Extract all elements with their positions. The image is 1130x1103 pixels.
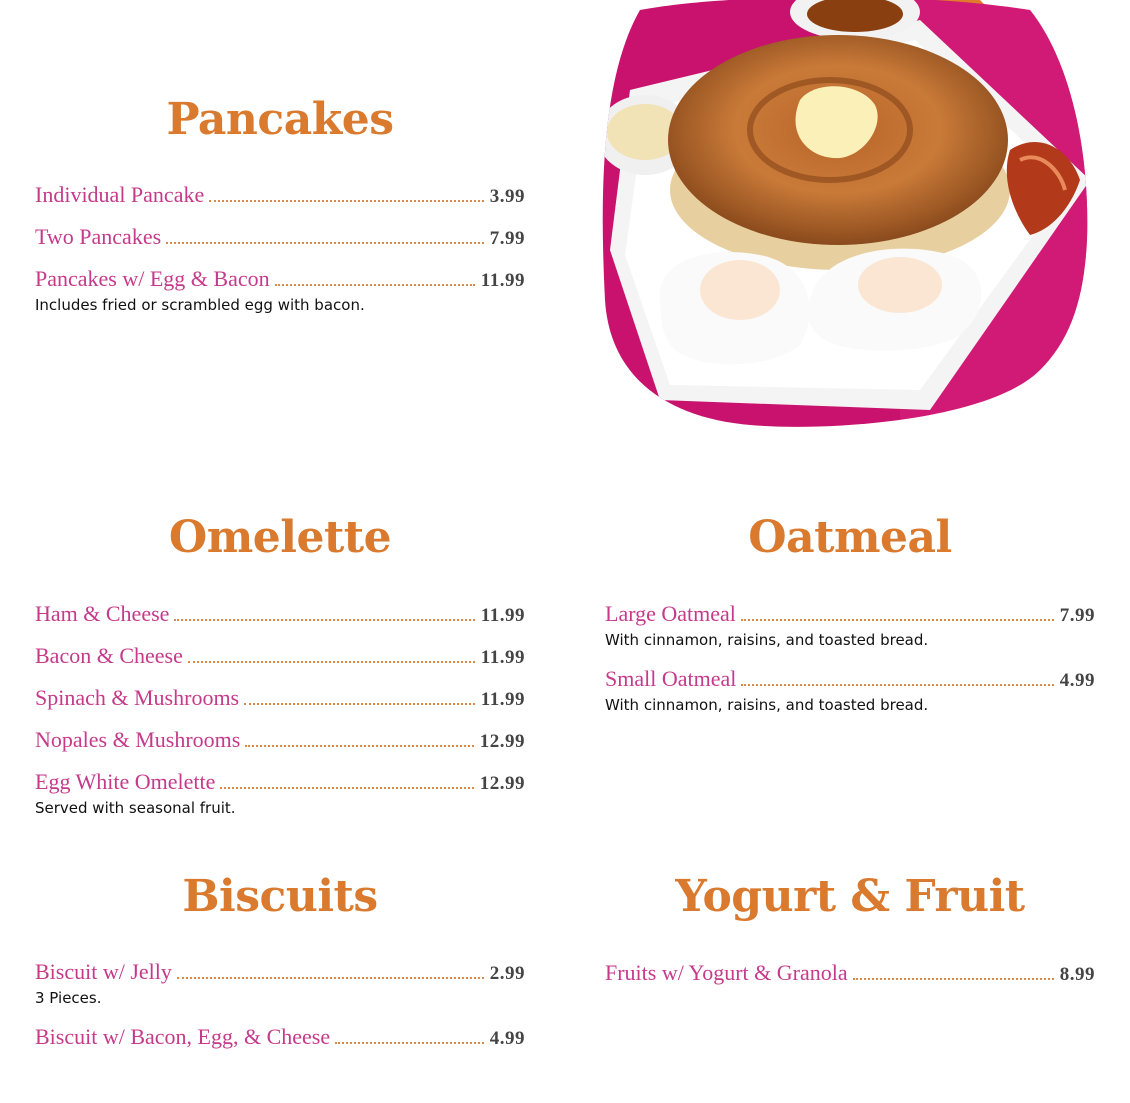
menu-item (35, 639, 525, 667)
item-price: 7.99 (1059, 605, 1095, 626)
menu-item (35, 220, 525, 248)
item-price: 3.99 (489, 186, 525, 207)
menu-item (605, 956, 1095, 984)
item-name: Individual Pancake (35, 182, 205, 207)
section-title: Omelette (168, 512, 392, 563)
dot-leader (188, 661, 475, 663)
item-price: 2.99 (489, 963, 525, 984)
item-description: With cinnamon, raisins, and toasted bread. (605, 631, 929, 649)
dot-leader (245, 745, 473, 747)
item-description: Served with seasonal fruit. (35, 799, 236, 817)
menu-list (35, 955, 525, 1048)
menu-list (35, 178, 525, 313)
dot-leader (741, 684, 1053, 686)
dot-leader (209, 200, 484, 202)
section-title: Oatmeal (748, 512, 952, 563)
item-name: Pancakes w/ Egg & Bacon (35, 266, 270, 291)
item-price: 8.99 (1059, 964, 1095, 985)
item-name: Spinach & Mushrooms (35, 685, 240, 710)
section-title: Pancakes (166, 94, 394, 145)
item-description: With cinnamon, raisins, and toasted bread. (605, 696, 929, 714)
item-name: Fruits w/ Yogurt & Granola (605, 960, 848, 985)
menu-item (35, 723, 525, 751)
dot-leader (220, 787, 473, 789)
dot-leader (741, 619, 1054, 621)
section-yogurt-fruit (605, 830, 1095, 1030)
item-price: 11.99 (480, 605, 525, 626)
dot-leader (244, 703, 475, 705)
menu-item (35, 765, 525, 793)
dot-leader (166, 242, 484, 244)
section-title: Biscuits (182, 871, 378, 922)
item-name: Ham & Cheese (35, 601, 170, 626)
item-name: Biscuit w/ Bacon, Egg, & Cheese (35, 1024, 331, 1049)
menu-item (605, 597, 1095, 625)
item-price: 12.99 (479, 731, 525, 752)
menu-item (35, 1020, 525, 1048)
menu-list (605, 956, 1095, 984)
menu-item (35, 955, 525, 983)
section-title: Yogurt & Fruit (675, 871, 1025, 922)
dot-leader (853, 978, 1054, 980)
item-price: 11.99 (480, 689, 525, 710)
item-description: Includes fried or scrambled egg with bacon. (35, 296, 365, 314)
menu-item (35, 681, 525, 709)
item-name: Egg White Omelette (35, 769, 216, 794)
dot-leader (275, 284, 475, 286)
section-oatmeal (605, 470, 1095, 730)
section-biscuits (35, 830, 525, 1060)
menu-item (35, 597, 525, 625)
item-name: Bacon & Cheese (35, 643, 183, 668)
menu-list (605, 597, 1095, 713)
menu-item (35, 262, 525, 290)
dot-leader (335, 1042, 484, 1044)
item-price: 4.99 (489, 1028, 525, 1049)
item-price: 7.99 (489, 228, 525, 249)
menu-list (35, 597, 525, 816)
item-price: 11.99 (480, 270, 525, 291)
menu-item (605, 662, 1095, 690)
section-pancakes (35, 0, 525, 330)
item-name: Biscuit w/ Jelly (35, 959, 172, 984)
item-price: 11.99 (480, 647, 525, 668)
item-name: Small Oatmeal (605, 666, 737, 691)
item-name: Large Oatmeal (605, 601, 736, 626)
pancake-plate-photo (600, 0, 1100, 432)
dot-leader (174, 619, 474, 621)
section-omelette (35, 470, 525, 830)
dot-leader (177, 977, 484, 979)
item-price: 4.99 (1059, 670, 1095, 691)
item-name: Two Pancakes (35, 224, 162, 249)
item-description: 3 Pieces. (35, 989, 102, 1007)
item-price: 12.99 (479, 773, 525, 794)
item-name: Nopales & Mushrooms (35, 727, 241, 752)
menu-item (35, 178, 525, 206)
